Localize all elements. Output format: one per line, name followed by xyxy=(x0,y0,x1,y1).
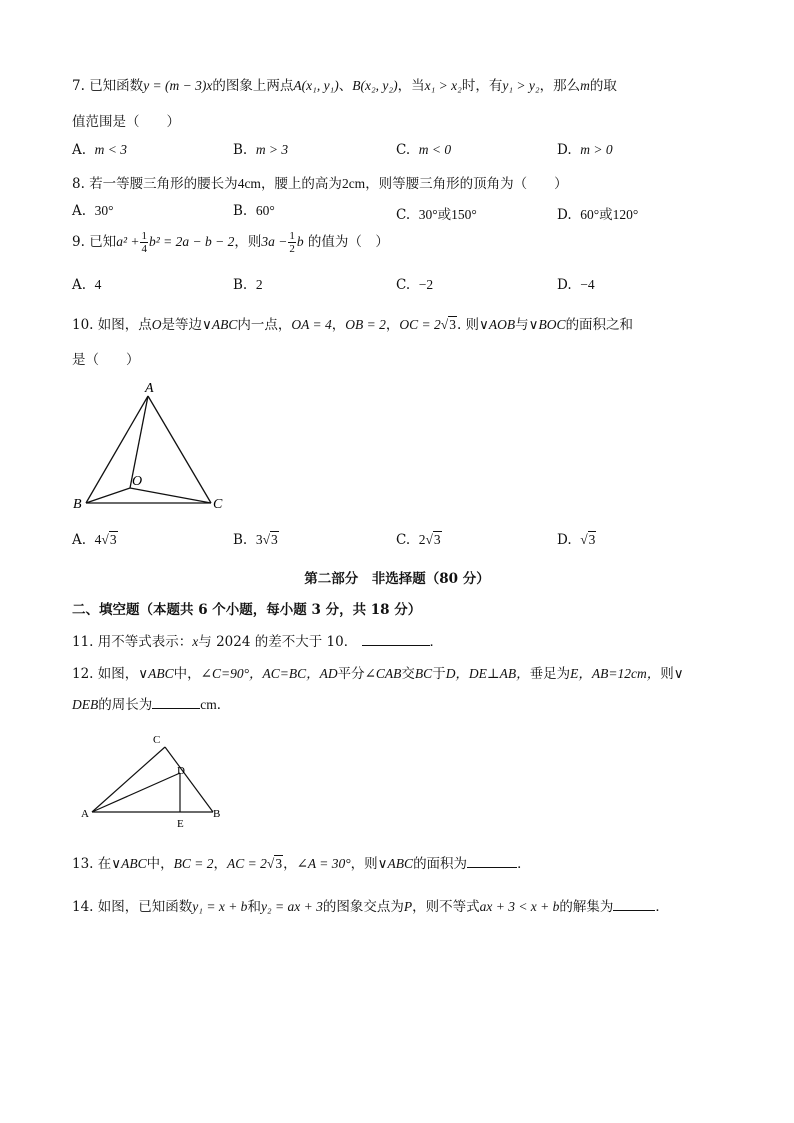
q10-line1: 10. 如图，点O是等边∨ABC内一点，OA = 4，OB = 2，OC = 2√3. 则∨AOB与∨BOC的面积之和 xyxy=(72,317,634,333)
q9-fraction-quarter: $\frac{1}{4}$ xyxy=(141,230,147,255)
q9-option-d[interactable]: D. −4 xyxy=(557,277,595,293)
q8-option-d[interactable]: D. 60°或120° xyxy=(557,207,639,223)
q7-option-a[interactable]: A. m < 3 xyxy=(72,142,127,158)
q7-option-c[interactable]: C. m < 0 xyxy=(396,142,452,158)
q9-option-b[interactable]: B. 2 xyxy=(233,277,263,293)
q8-option-c[interactable]: C. 30°或150° xyxy=(396,207,477,223)
q13-line: 13. 在∨ABC中，BC = 2，AC = 2√3，∠A = 30°，则∨ABC的面积为 ． xyxy=(72,856,531,872)
q7-line1: 7. 已知函数y = (m − 3)x的图象上两点A(x₁, y₁)、B(x₂, y₂)，当x₁ > x₂时，有y₁ > y₂，那么m的取 xyxy=(72,78,617,94)
segment-bo xyxy=(86,488,130,503)
q14-line: 14. 如图，已知函数y₁ = x + b和y₂ = ax + 3的图象交点为P，则不等式ax + 3 < x + b的解集为 ． xyxy=(72,899,669,915)
label-c: C xyxy=(213,497,223,512)
segment-co xyxy=(130,488,211,503)
label-b: B xyxy=(213,808,221,820)
q12-answer-blank[interactable] xyxy=(152,696,200,709)
q14-answer-blank[interactable] xyxy=(613,898,655,911)
q13-answer-blank[interactable] xyxy=(467,855,517,868)
q12-figure-right-triangle xyxy=(76,728,236,832)
label-b: B xyxy=(73,497,82,512)
q7-option-b[interactable]: B. m > 3 xyxy=(233,142,289,158)
q10-option-d[interactable]: D. √3 xyxy=(557,532,596,548)
label-d: D xyxy=(177,765,185,777)
label-o: O xyxy=(132,474,143,489)
q10-option-a[interactable]: A. 4√3 xyxy=(72,532,117,548)
segment-cb xyxy=(165,747,213,812)
q7-option-d[interactable]: D. m > 0 xyxy=(557,142,613,158)
q9-line1: 9. 已知a² + $\frac{1}{4}$ b² = 2a − b − 2，则3a − $\frac{1}{2}$ b 的值为（ ） xyxy=(72,230,389,255)
q9-option-a[interactable]: A. 4 xyxy=(72,277,102,293)
q8-option-b[interactable]: B. 60° xyxy=(233,203,275,219)
q11-answer-blank[interactable] xyxy=(362,633,430,646)
q8-option-a[interactable]: A. 30° xyxy=(72,203,114,219)
q12-line1: 12. 如图，∨ABC中，∠C=90°，AC=BC，AD平分∠CAB交BC于D，DE⊥AB，垂足为E，AB=12cm，则∨ xyxy=(72,666,684,682)
segment-ac xyxy=(148,396,211,503)
q11-line: 11. 用不等式表示：x与 2024 的差不大于 10． ． xyxy=(72,634,443,650)
q10-option-c[interactable]: C. 2√3 xyxy=(396,532,441,548)
q9-option-c[interactable]: C. −2 xyxy=(396,277,434,293)
part2-heading: 第二部分 非选择题（80 分） xyxy=(304,571,490,587)
segment-ad xyxy=(92,773,180,812)
q10-option-b[interactable]: B. 3√3 xyxy=(233,532,278,548)
label-c: C xyxy=(153,734,161,746)
segment-ac xyxy=(92,747,165,812)
label-a: A xyxy=(145,381,154,396)
label-a: A xyxy=(81,808,89,820)
label-e: E xyxy=(177,818,184,830)
q12-line2: DEB的周长为 cm． xyxy=(72,697,231,713)
q10-line2: 是（ ） xyxy=(72,352,140,368)
q10-figure-equilateral-triangle xyxy=(68,375,238,515)
q9-fraction-half: $\frac{1}{2}$ xyxy=(289,230,295,255)
q7-line2: 值范围是（ ） xyxy=(72,114,180,130)
q8-line1: 8. 若一等腰三角形的腰长为4cm，腰上的高为2cm，则等腰三角形的顶角为（ ） xyxy=(72,176,568,192)
section2-heading: 二、填空题（本题共 6 个小题，每小题 3 分，共 18 分） xyxy=(72,602,422,618)
